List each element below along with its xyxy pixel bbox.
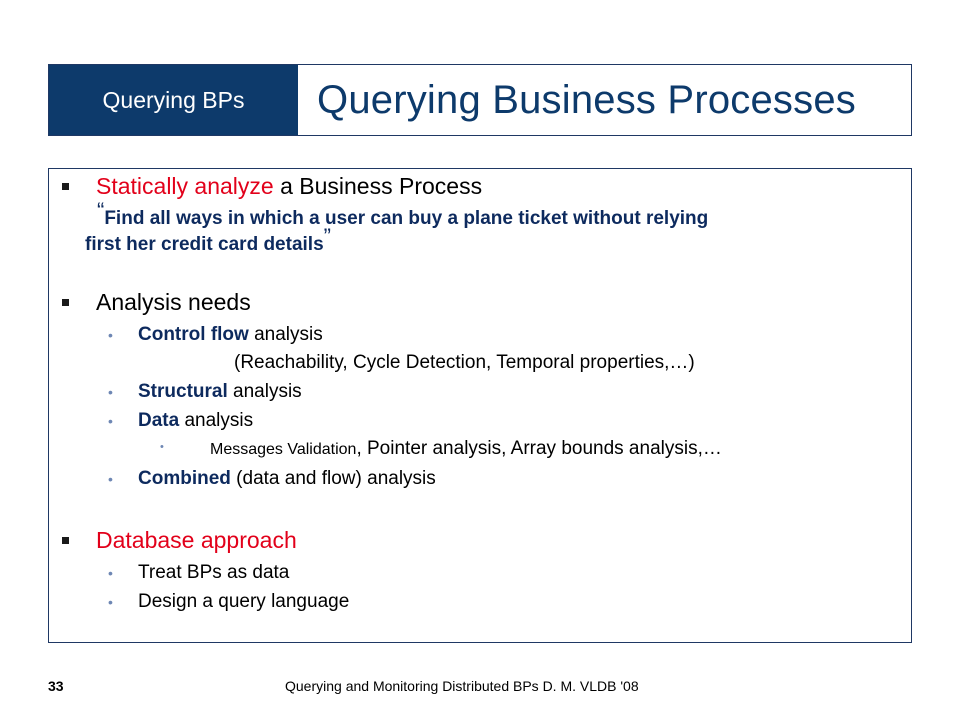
round-bullet-icon: •	[108, 413, 113, 429]
round-bullet-icon: •	[108, 471, 113, 487]
item-data: Data analysis	[138, 410, 254, 431]
page-number: 33	[48, 678, 64, 694]
quote-open: “	[97, 198, 105, 223]
bullet-rest-text: a Business Process	[273, 173, 483, 199]
quote-close: ”	[323, 224, 331, 249]
item-control-flow: Control flow analysis	[138, 324, 323, 345]
slide-header	[48, 64, 912, 136]
round-bullet-icon: •	[108, 565, 113, 581]
square-bullet-icon	[62, 183, 69, 190]
square-bullet-icon	[62, 537, 69, 544]
item-treat-bps: Treat BPs as data	[138, 562, 290, 583]
content-box	[48, 168, 912, 643]
slide-title: Querying Business Processes	[317, 77, 856, 122]
item-combined: Combined (data and flow) analysis	[138, 468, 436, 489]
round-bullet-icon: •	[108, 384, 113, 400]
item-structural: Structural analysis	[138, 381, 302, 402]
data-analysis-subitem: Messages Validation, Pointer analysis, Array bounds analysis,…	[210, 438, 722, 459]
square-bullet-icon	[62, 299, 69, 306]
footer-text: Querying and Monitoring Distributed BPs D. M. VLDB '08	[285, 678, 639, 694]
control-flow-detail: (Reachability, Cycle Detection, Temporal properties,…)	[234, 352, 695, 373]
example-quote-line2	[85, 224, 331, 257]
highlight-static-analyze: Statically analyze	[96, 173, 274, 199]
bullet-static-analysis	[96, 173, 482, 200]
quote-line-1: Find all ways in which a user can buy a plane ticket without relying	[104, 208, 709, 229]
bullet-analysis-needs: Analysis needs	[96, 289, 251, 315]
round-bullet-icon: •	[108, 327, 113, 343]
item-query-language: Design a query language	[138, 591, 350, 612]
small-bullet-icon: •	[160, 441, 164, 453]
bullet-database-approach: Database approach	[96, 527, 297, 553]
example-quote-line1	[97, 198, 709, 231]
round-bullet-icon: •	[108, 594, 113, 610]
quote-line-2: first her credit card details	[85, 234, 324, 255]
section-label: Querying BPs	[49, 65, 298, 135]
